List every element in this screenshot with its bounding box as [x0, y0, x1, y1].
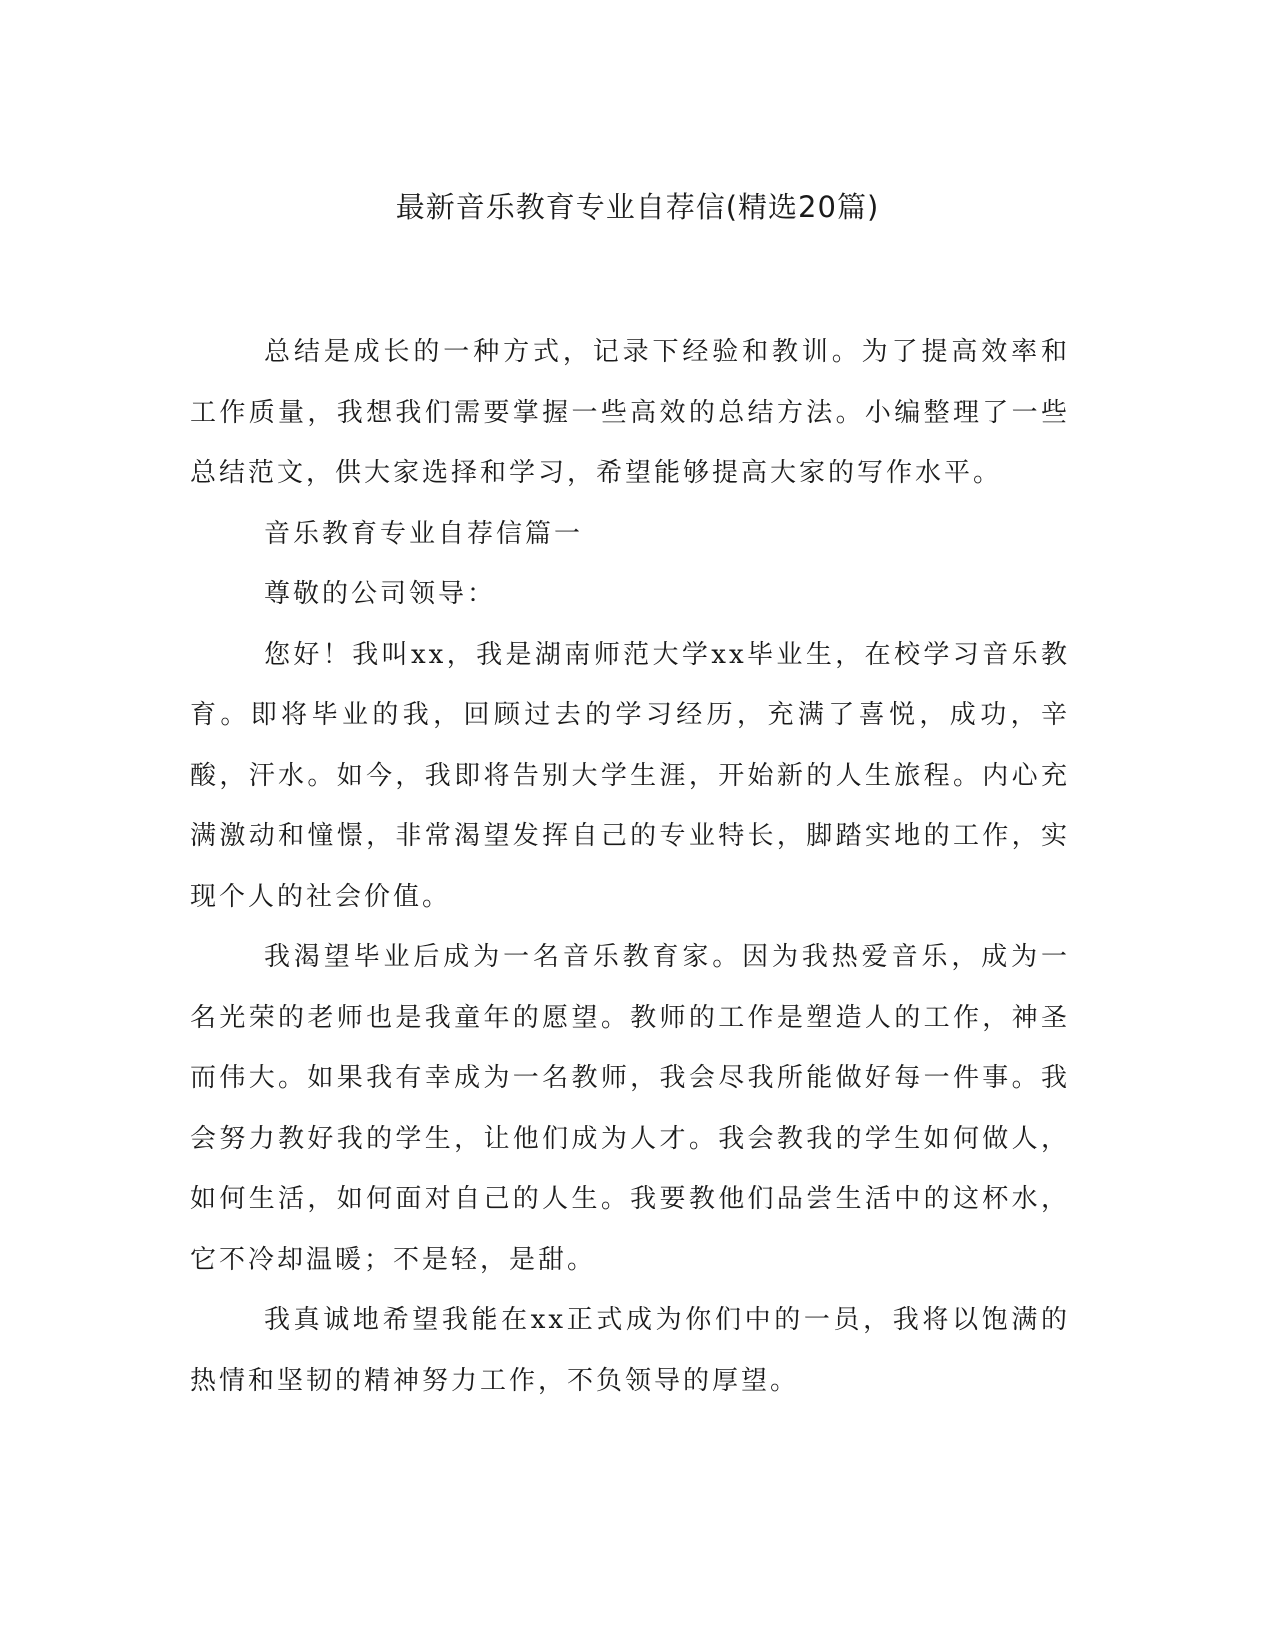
body-paragraph: 您好！我叫xx，我是湖南师范大学xx毕业生，在校学习音乐教育。即将毕业的我，回顾过去的学习经历，充满了喜悦，成功，辛酸，汗水。如今，我即将告别大学生涯，开始新的人生旅程。内心充满激动和憧憬，非常渴望发挥自己的专业特长，脚踏实地的工作，实现个人的社会价值。: [190, 639, 1070, 912]
body-paragraph: 我渴望毕业后成为一名音乐教育家。因为我热爱音乐，成为一名光荣的老师也是我童年的愿望。教师的工作是塑造人的工作，神圣而伟大。如果我有幸成为一名教师，我会尽我所能做好每一件事。我会努力教好我的学生，让他们成为人才。我会教我的学生如何做人，如何生活，如何面对自己的人生。我要教他们品尝生活中的这杯水，它不冷却温暖；不是轻，是甜。: [190, 942, 1070, 1275]
document-title: 最新音乐教育专业自荐信(精选20篇): [395, 190, 880, 224]
section-heading: 音乐教育专业自荐信篇一: [264, 518, 584, 549]
body-paragraph: 我真诚地希望我能在xx正式成为你们中的一员，我将以饱满的热情和坚韧的精神努力工作，不负领导的厚望。: [190, 1305, 1070, 1396]
intro-paragraph: 总结是成长的一种方式，记录下经验和教训。为了提高效率和工作质量，我想我们需要掌握一些高效的总结方法。小编整理了一些总结范文，供大家选择和学习，希望能够提高大家的写作水平。: [190, 337, 1070, 488]
salutation: 尊敬的公司领导：: [264, 579, 497, 609]
document-body: [190, 322, 1070, 1411]
